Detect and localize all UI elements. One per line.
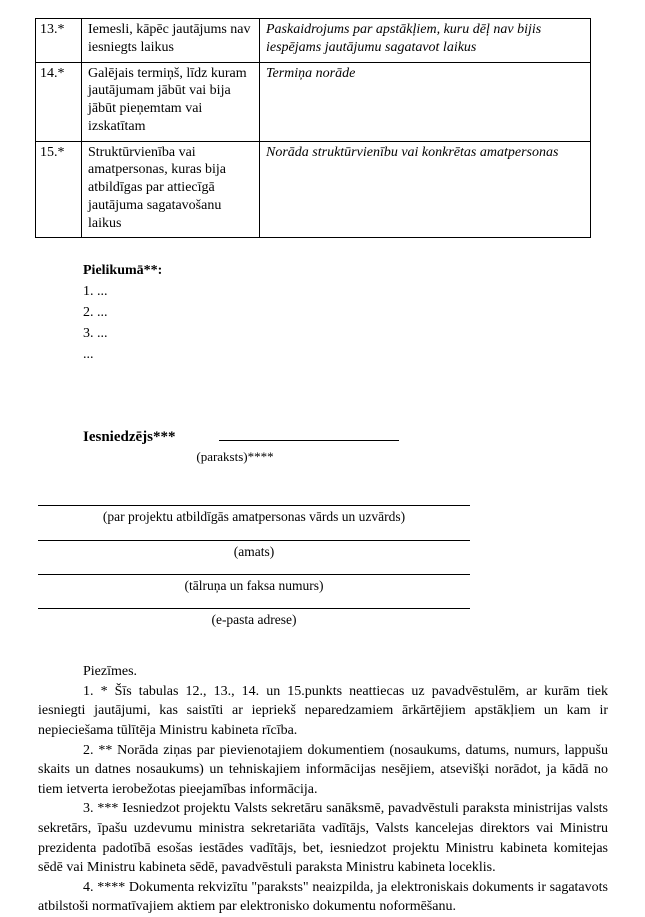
table-row bbox=[36, 19, 591, 63]
field-phone-fax bbox=[38, 574, 470, 608]
row-value: Paskaidrojums par apstākļiem, kuru dēļ nav bijis iespējams jautājumu sagatavot laikus bbox=[260, 19, 591, 63]
signature-line bbox=[219, 427, 399, 441]
row-label: Iemesli, kāpēc jautājums nav iesniegts laikus bbox=[82, 19, 260, 63]
attachment-item: 1. ... bbox=[83, 284, 108, 300]
attachments-section bbox=[83, 260, 645, 365]
row-label: Struktūrvienība vai amatpersonas, kuras bija atbildīgas par attiecīgā jautājuma sagatavošanu laikus bbox=[82, 141, 260, 238]
note-paragraph: 4. **** Dokumenta rekvizītu "paraksts" neaizpilda, ja elektroniskais dokuments ir sagatavots atbilstoši normatīvajiem aktiem par elektronisko dokumentu noformēšanu. bbox=[38, 879, 608, 915]
field-position bbox=[38, 540, 470, 574]
notes-section bbox=[38, 662, 608, 917]
row-value: Termiņa norāde bbox=[260, 62, 591, 141]
row-value: Norāda struktūrvienību vai konkrētas amatpersonas bbox=[260, 141, 591, 238]
attachment-item: ... bbox=[83, 347, 94, 363]
table-row bbox=[36, 141, 591, 238]
signature-caption: (paraksts)**** bbox=[196, 449, 274, 465]
form-table bbox=[35, 18, 591, 238]
field-name-surname bbox=[38, 505, 470, 539]
row-number: 14.* bbox=[36, 62, 82, 141]
notes-title: Piezīmes. bbox=[83, 664, 138, 680]
field-caption: (amats) bbox=[233, 543, 275, 559]
field-email bbox=[38, 608, 470, 642]
submitter-label: Iesniedzējs*** bbox=[83, 429, 176, 446]
row-label: Galējais termiņš, līdz kuram jautājumam jābūt vai bija jābūt pieņemtam vai izskatītam bbox=[82, 62, 260, 141]
attachment-item: 3. ... bbox=[83, 326, 108, 342]
note-paragraph: 1. * Šīs tabulas 12., 13., 14. un 15.punkts neattiecas uz pavadvēstulēm, ar kurām tiek iesniegti jautājumi, kas saistīti ar iepriekš neparedzamiem ārkārtējiem apstākļiem un kam ir nepieciešama tūlītēja Ministru kabineta rīcība. bbox=[38, 683, 608, 738]
field-caption: (e-pasta adrese) bbox=[211, 611, 297, 627]
attachments-title: Pielikumā**: bbox=[83, 263, 163, 279]
attachment-item: 2. ... bbox=[83, 305, 108, 321]
field-caption: (tālruņa un faksa numurs) bbox=[184, 577, 324, 593]
row-number: 15.* bbox=[36, 141, 82, 238]
note-paragraph: 3. *** Iesniedzot projektu Valsts sekretāru sanāksmē, pavadvēstuli paraksta ministrijas valsts sekretārs, īpašu uzdevumu ministra sekretariāta vadītājs, Valsts kancelejas direktors vai Ministru prezidenta padotībā esošas iestādes vadītājs, bet, iesniedzot projektu Ministru kabineta komitejas sēdē vai Ministru kabineta sēdē, pavadvēstuli paraksta Ministru kabineta loceklis. bbox=[38, 801, 608, 876]
submitter-section bbox=[83, 427, 645, 446]
table-row bbox=[36, 62, 591, 141]
row-number: 13.* bbox=[36, 19, 82, 63]
note-paragraph: 2. ** Norāda ziņas par pievienotajiem dokumentiem (nosaukums, datums, numurs, lappušu skaits un datnes nosaukums) un tehniskajiem informācijas nesējiem, atsevišķi norādot, ja kādā no tiem ietverta ierobežotas pieejamības informācija. bbox=[38, 742, 608, 797]
field-caption: (par projektu atbildīgās amatpersonas vārds un uzvārds) bbox=[102, 509, 406, 525]
fill-in-fields bbox=[38, 505, 470, 642]
